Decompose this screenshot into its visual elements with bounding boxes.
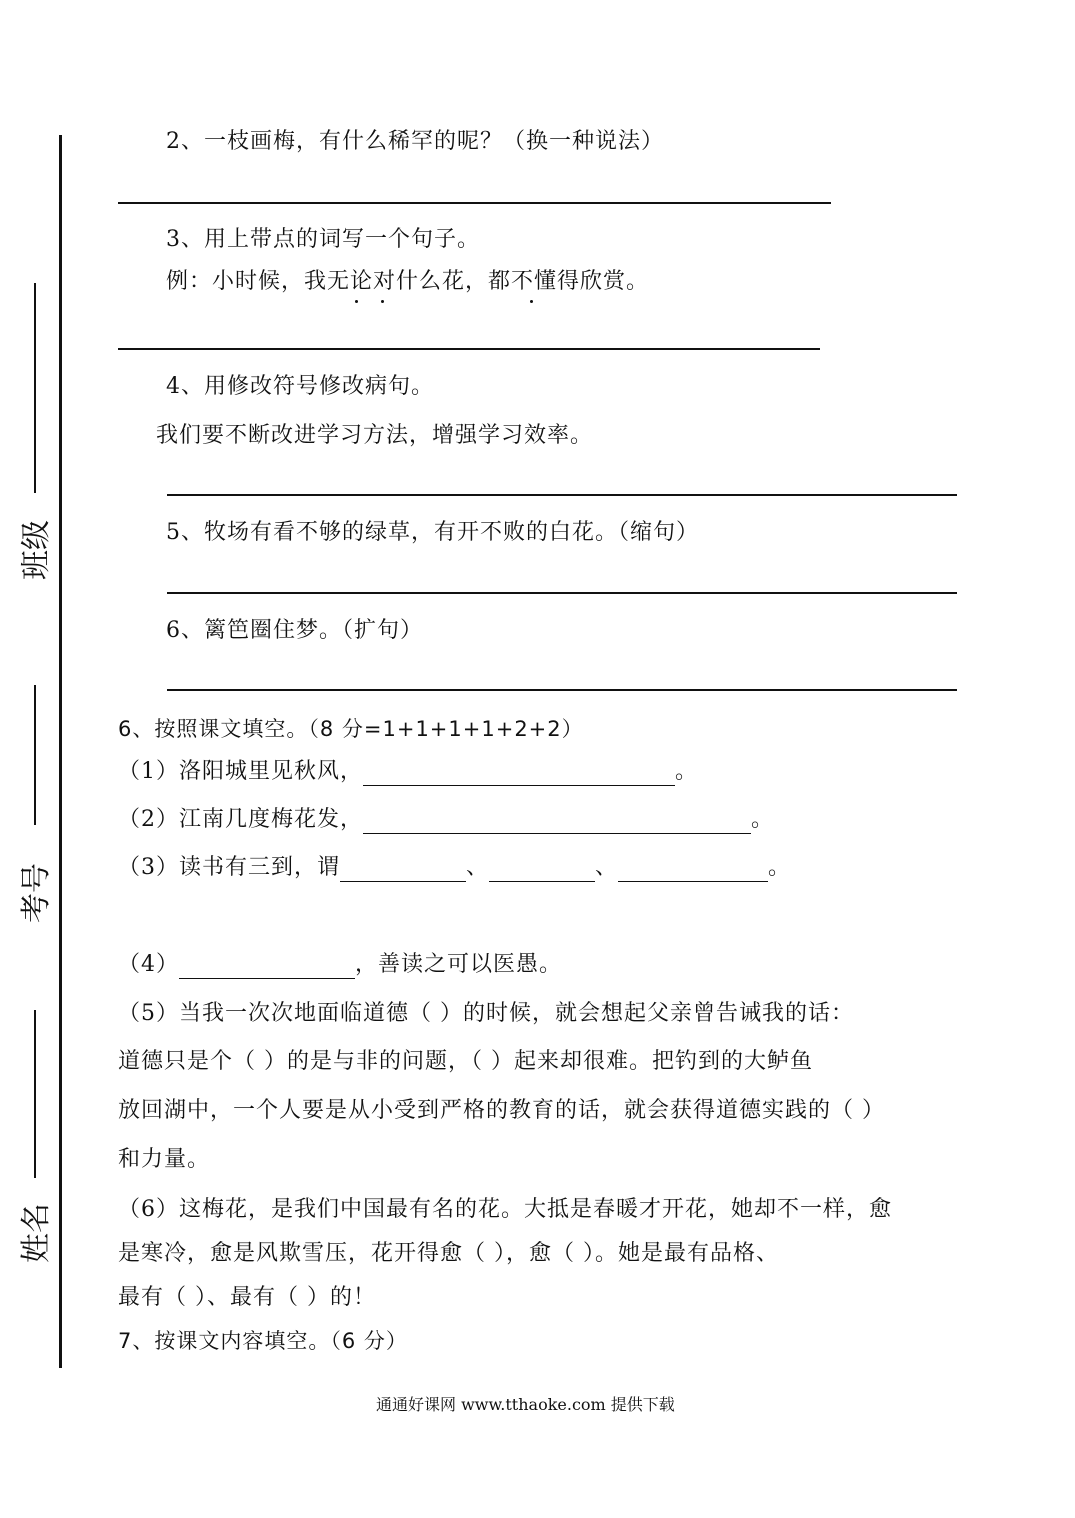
item-3-sep-1: 、 [466, 855, 490, 880]
section-6-title: 6、按照课文填空。（8 分=1+1+1+1+2+2） [118, 717, 584, 741]
item-1-blank[interactable] [363, 763, 675, 786]
section-6-item-5-line-3: 放回湖中，一个人要是从小受到严格的教育的话，就会获得道德实践的（ ） [118, 1098, 885, 1123]
exam-no-label: 考号 [19, 863, 54, 923]
item-4-text: （4） [118, 952, 179, 977]
item-2-blank[interactable] [363, 811, 751, 834]
item-2-text: （2）江南几度梅花发， [118, 807, 363, 832]
question-6-prompt: 6、篱笆圈住梦。（扩句） [166, 618, 423, 643]
page-footer: 通通好课网 www.tthaoke.com 提供下载 [376, 1395, 675, 1414]
item-3-blank-2[interactable] [489, 859, 595, 882]
item-3-blank-3[interactable] [618, 859, 768, 882]
item-1-text: （1）洛阳城里见秋风， [118, 759, 363, 784]
question-5-prompt: 5、牧场有看不够的绿草，有开不败的白花。（缩句） [166, 520, 699, 545]
answer-line-q5[interactable] [167, 592, 957, 594]
question-4-sentence: 我们要不断改进学习方法，增强学习效率。 [156, 423, 594, 448]
exam-no-blank-line [34, 685, 36, 825]
section-6-item-6-line-1: （6）这梅花，是我们中国最有名的花。大抵是春暖才开花，她却不一样，愈 [118, 1197, 892, 1222]
item-3-sep-2: 、 [595, 855, 619, 880]
item-3-blank-1[interactable] [340, 859, 466, 882]
item-2-end: 。 [751, 807, 775, 832]
question-3-example: 例：小时候，我无论对什么花，都不懂得欣赏。 [166, 269, 650, 294]
section-6-item-2 [118, 806, 774, 834]
emphasis-dot [530, 300, 533, 303]
item-3-end: 。 [768, 855, 792, 880]
answer-line-q4[interactable] [167, 494, 957, 496]
item-3-text: （3）读书有三到，谓 [118, 855, 340, 880]
emphasis-dot [381, 300, 384, 303]
name-label: 姓名 [19, 1203, 54, 1263]
section-6-item-5-line-1: （5）当我一次次地面临道德（ ）的时候，就会想起父亲曾告诫我的话： [118, 1001, 854, 1026]
name-blank-line [34, 1010, 36, 1178]
section-6-item-4 [118, 951, 562, 979]
section-6-item-3 [118, 854, 791, 882]
section-6-item-6-line-2: 是寒冷，愈是风欺雪压，花开得愈（ ），愈（ ）。她是最有品格、 [118, 1241, 779, 1266]
section-6-item-5-line-2: 道德只是个（ ）的是与非的问题，（ ）起来却很难。把钓到的大鲈鱼 [118, 1049, 813, 1074]
class-label: 班级 [19, 520, 54, 580]
question-3-prompt: 3、用上带点的词写一个句子。 [166, 227, 480, 252]
binding-margin-line [59, 135, 62, 1368]
answer-line-q6[interactable] [167, 689, 957, 691]
question-2-prompt: 2、一枝画梅，有什么稀罕的呢？（换一种说法） [166, 129, 664, 154]
item-1-end: 。 [675, 759, 699, 784]
answer-line-q2[interactable] [118, 202, 831, 204]
section-6-item-1 [118, 758, 698, 786]
class-blank-line [34, 283, 36, 493]
item-4-end: ，善读之可以医愚。 [355, 952, 563, 977]
emphasis-dot [355, 300, 358, 303]
section-7-title: 7、按课文内容填空。（6 分） [118, 1329, 408, 1353]
item-4-blank[interactable] [179, 956, 355, 979]
answer-line-q3[interactable] [118, 348, 820, 350]
section-6-item-6-line-3: 最有（ ）、最有（ ）的！ [118, 1285, 376, 1310]
section-6-item-5-line-4: 和力量。 [118, 1147, 211, 1172]
question-4-prompt: 4、用修改符号修改病句。 [166, 374, 434, 399]
